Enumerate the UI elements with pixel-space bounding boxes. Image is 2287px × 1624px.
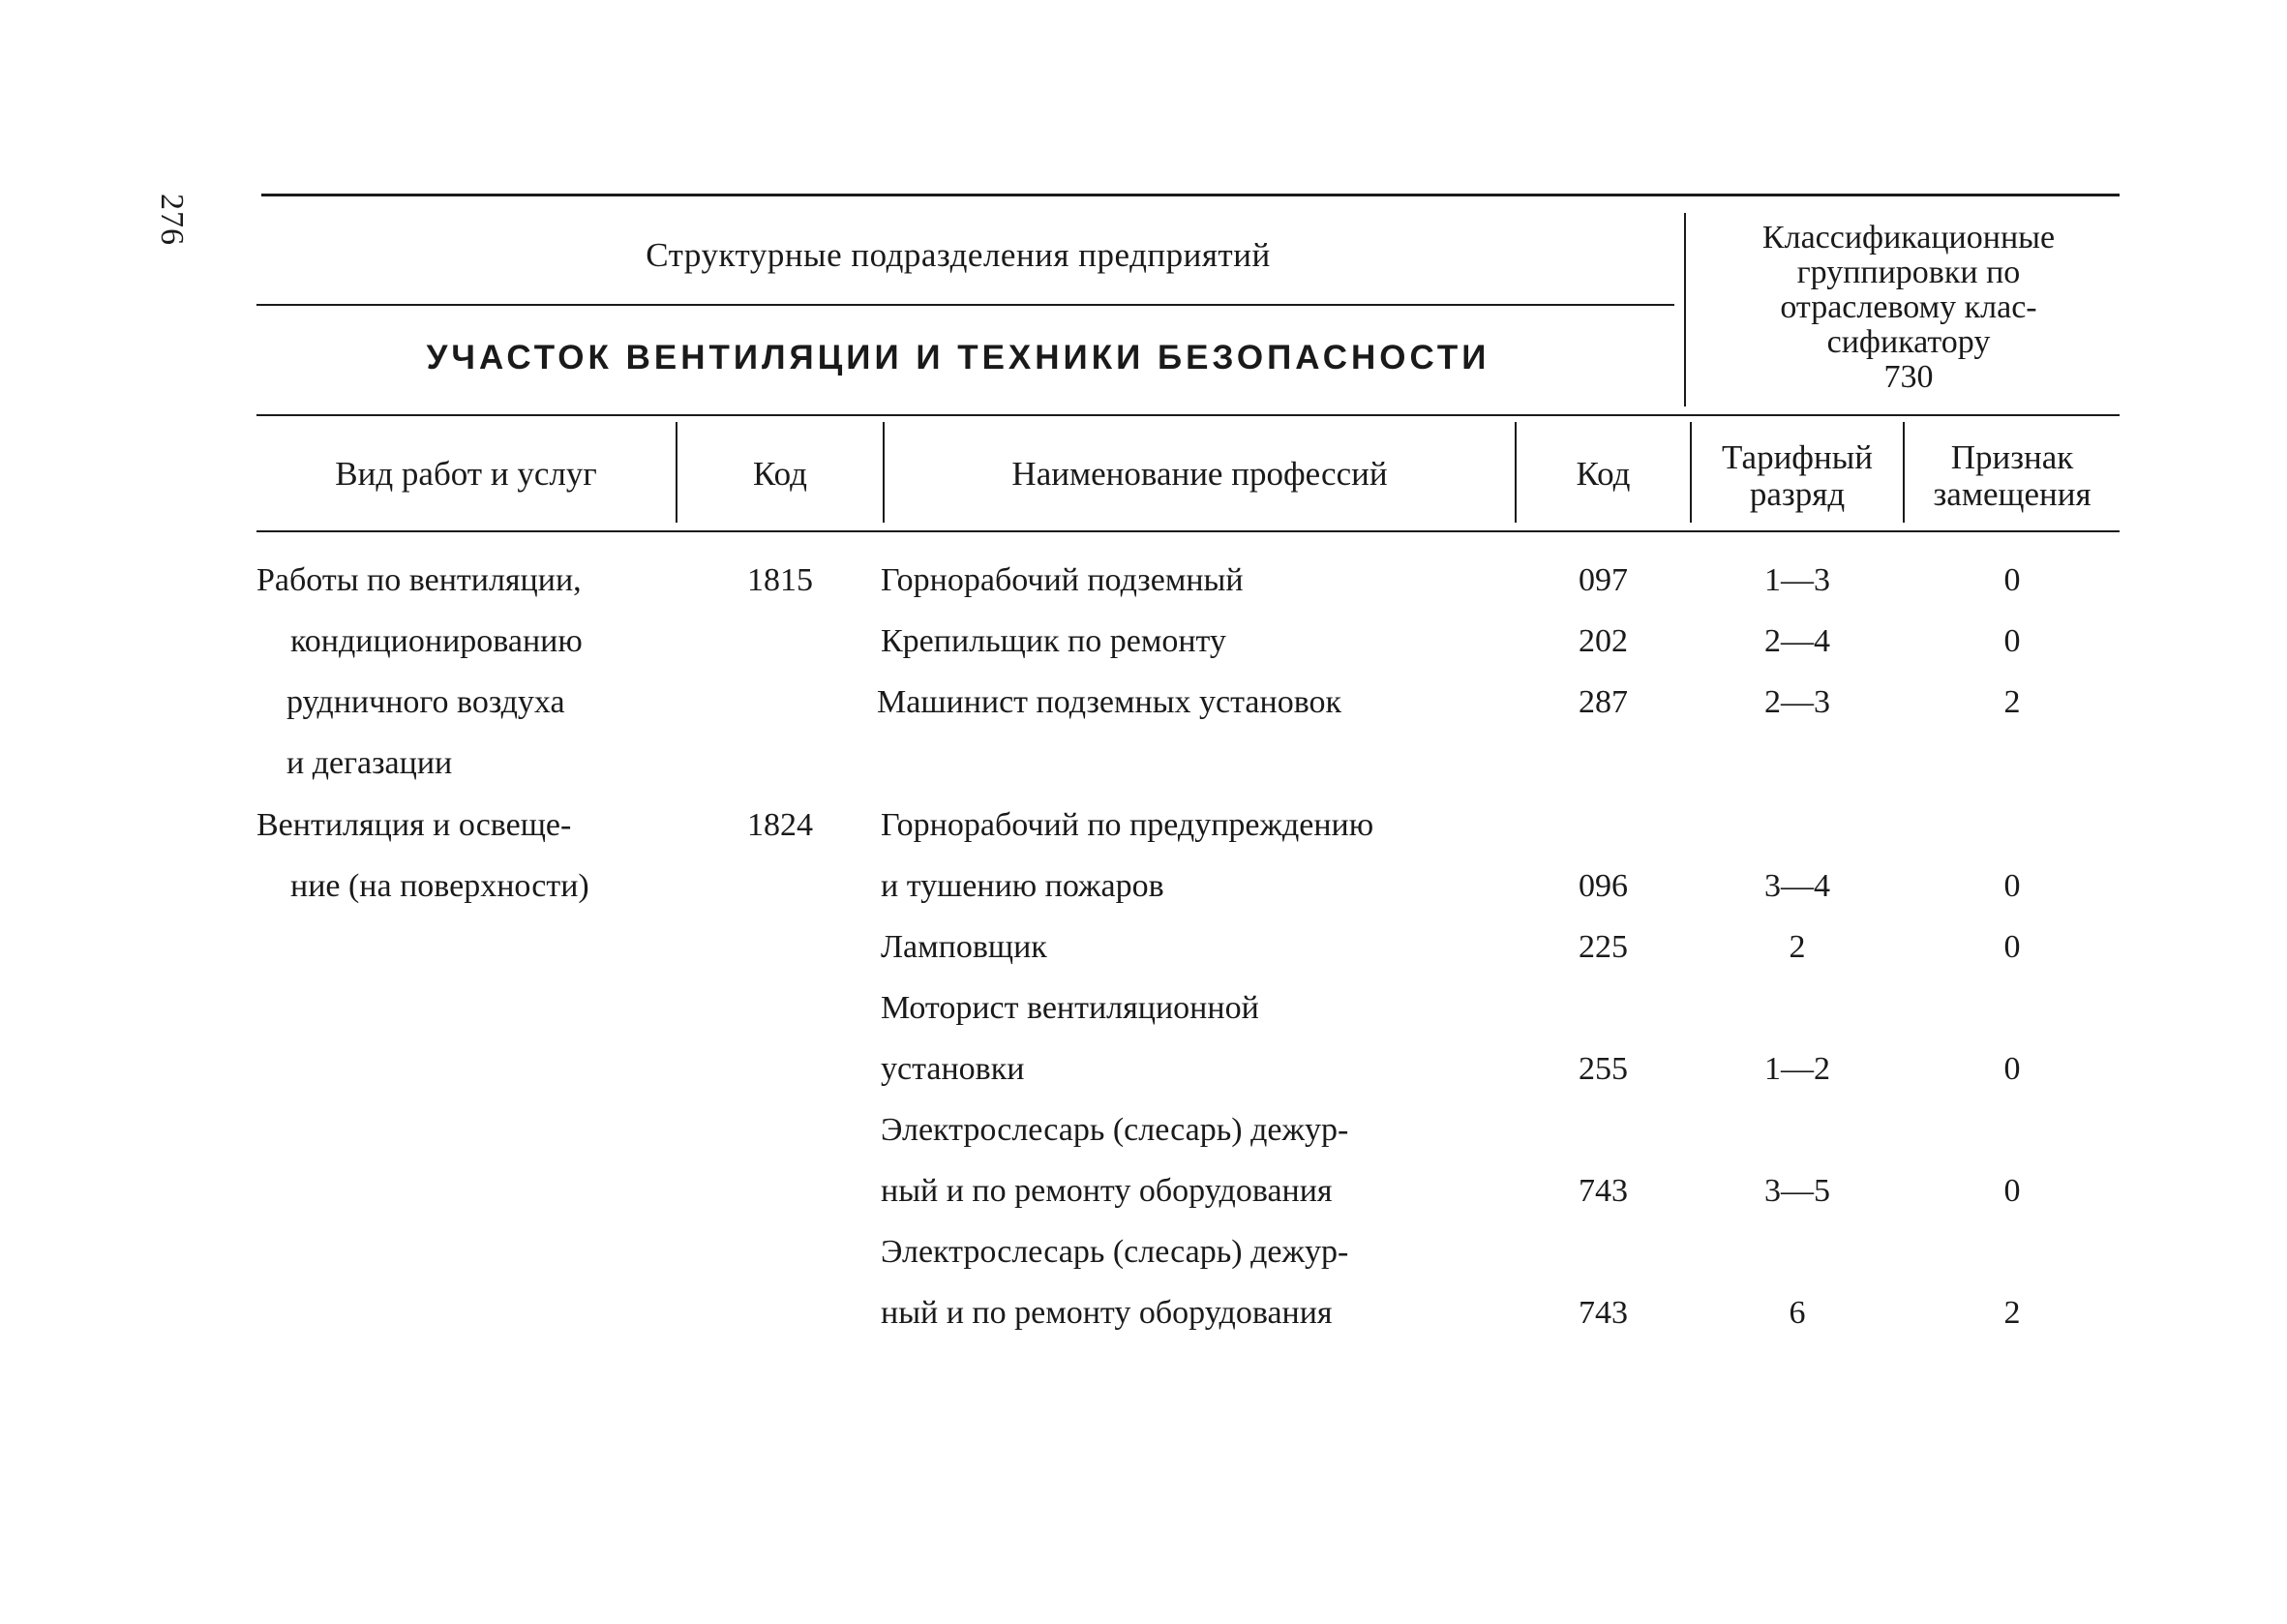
profession-code: 202	[1579, 623, 1628, 659]
column-profession: Наименование профессий	[1011, 455, 1388, 493]
tariff-grade: 3—4	[1764, 868, 1830, 904]
classification-line: сификатору	[1826, 324, 1991, 360]
replacement-flag: 0	[2003, 623, 2021, 659]
column-profession-code: Код	[1576, 455, 1631, 493]
tariff-grade: 1—2	[1764, 1051, 1830, 1087]
group-1-work-code: 1815	[747, 562, 813, 598]
top-rule	[261, 194, 2120, 196]
profession-code: 096	[1579, 868, 1628, 904]
profession-name: Горнорабочий по предупреждению	[881, 807, 1374, 843]
group-1-work-type-line: и дегазации	[286, 745, 453, 781]
tariff-grade: 2	[1789, 929, 1806, 965]
column-header-top-rule	[256, 414, 2120, 416]
profession-code: 287	[1579, 684, 1628, 720]
profession-name: Крепильщик по ремонту	[881, 623, 1226, 659]
replacement-flag: 0	[2003, 929, 2021, 965]
structure-title: Структурные подразделения предприятий	[646, 236, 1271, 274]
profession-code: 097	[1579, 562, 1628, 598]
column-tariff-line: разряд	[1749, 475, 1846, 513]
page-number: 276	[154, 194, 190, 246]
column-work-code: Код	[753, 455, 807, 493]
profession-name: Горнорабочий подземный	[881, 562, 1244, 598]
replacement-flag: 2	[2003, 684, 2021, 720]
group-2-work-type-line: ние (на поверхности)	[290, 868, 589, 904]
tariff-grade: 2—3	[1764, 684, 1830, 720]
profession-code: 225	[1579, 929, 1628, 965]
group-2-work-code: 1824	[747, 807, 813, 843]
group-1-work-type-line: Работы по вентиляции,	[256, 562, 582, 598]
classification-line: Классификационные	[1761, 220, 2056, 256]
profession-name: Электрослесарь (слесарь) дежур-	[881, 1234, 1349, 1270]
replacement-flag: 0	[2003, 1173, 2021, 1209]
replacement-flag: 0	[2003, 1051, 2021, 1087]
tariff-grade: 2—4	[1764, 623, 1830, 659]
column-replacement	[1905, 439, 2120, 513]
profession-code: 743	[1579, 1295, 1628, 1331]
profession-code: 743	[1579, 1173, 1628, 1209]
group-1-work-type-line: рудничного воздуха	[286, 684, 565, 720]
column-replacement-line: замещения	[1933, 475, 2091, 513]
profession-name: и тушению пожаров	[881, 868, 1164, 904]
classification-header	[1686, 221, 2131, 395]
tariff-grade: 6	[1789, 1295, 1806, 1331]
replacement-flag: 0	[2003, 868, 2021, 904]
column-replacement-line: Признак	[1950, 438, 2074, 476]
column-tariff-line: Тарифный	[1722, 438, 1873, 476]
replacement-flag: 0	[2003, 562, 2021, 598]
classification-line: 730	[1883, 359, 1934, 395]
group-2-work-type-line: Вентиляция и освеще-	[256, 807, 572, 843]
section-title: УЧАСТОК ВЕНТИЛЯЦИИ И ТЕХНИКИ БЕЗОПАСНОСТИ	[426, 339, 1490, 376]
profession-name: ный и по ремонту оборудования	[881, 1295, 1333, 1331]
replacement-flag: 2	[2003, 1295, 2021, 1331]
tariff-grade: 3—5	[1764, 1173, 1830, 1209]
profession-name: Электрослесарь (слесарь) дежур-	[881, 1112, 1349, 1148]
group-1-work-type-line: кондиционированию	[290, 623, 583, 659]
profession-code: 255	[1579, 1051, 1628, 1087]
profession-name: Машинист подземных установок	[877, 684, 1342, 720]
profession-name: ный и по ремонту оборудования	[881, 1173, 1333, 1209]
tariff-grade: 1—3	[1764, 562, 1830, 598]
column-header-bottom-rule	[256, 530, 2120, 532]
column-tariff	[1692, 439, 1903, 513]
profession-name: Моторист вентиляционной	[881, 990, 1259, 1026]
column-work-type: Вид работ и услуг	[335, 455, 597, 493]
structure-rule	[256, 304, 1674, 306]
classification-line: отраслевому клас-	[1780, 289, 2037, 325]
profession-name: установки	[881, 1051, 1025, 1087]
profession-name: Ламповщик	[881, 929, 1047, 965]
classification-line: группировки по	[1796, 255, 2021, 290]
